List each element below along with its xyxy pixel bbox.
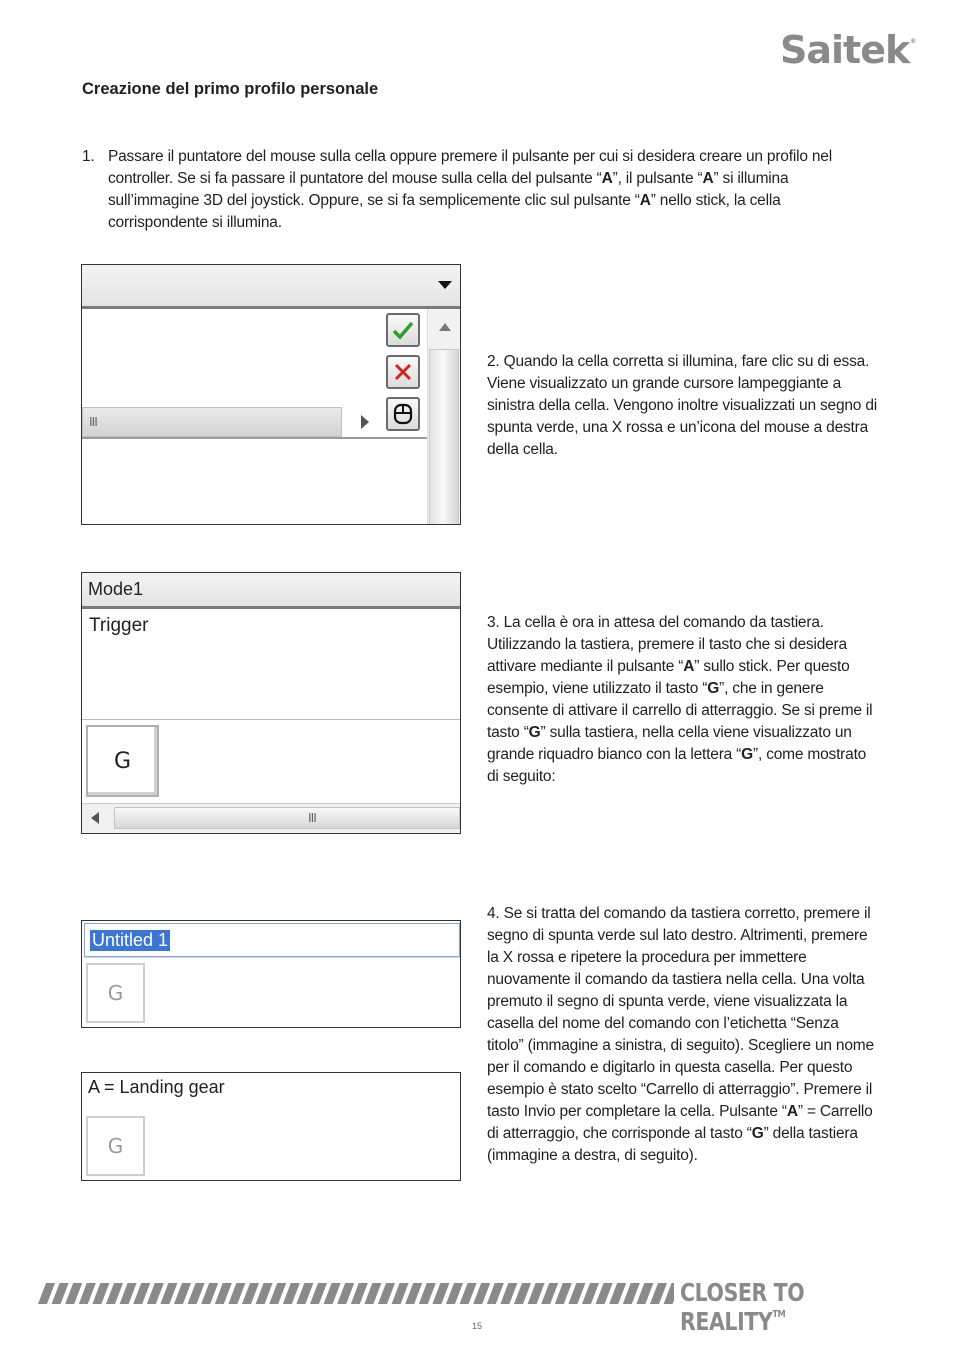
- stripe: [446, 1283, 463, 1304]
- step2-text: 2. Quando la cella corretta si illumina, fare clic su di essa. Viene visualizzato un grande cursore lampeggiante a sinistra della cella. Vengono inoltre visualizzati un segno di spunta verde, una X rossa e un’icona del mouse a destra della cella.: [487, 353, 877, 458]
- step1-number: 1.: [82, 148, 95, 165]
- stripe: [215, 1283, 232, 1304]
- step4-text: [487, 903, 877, 1167]
- mode-label: Mode1: [88, 579, 144, 599]
- step3-part: 3. La cella è ora in attesa del comando da tastiera. Utilizzando la tastiera, premere il tasto che si desidera attivare mediante il pulsante “: [487, 614, 847, 675]
- stripe: [283, 1283, 300, 1304]
- scroll-grip: III: [89, 414, 97, 429]
- cell-header-bar: [82, 265, 460, 307]
- stripe: [623, 1283, 640, 1304]
- key-box-g[interactable]: G: [86, 725, 159, 797]
- trademark-mark: TM: [772, 1309, 786, 1320]
- mouse-icon: [392, 402, 414, 426]
- divider: [82, 437, 427, 439]
- stripe: [473, 1283, 490, 1304]
- cell-label: A = Landing gear: [88, 1077, 225, 1097]
- stripe: [65, 1283, 82, 1304]
- stripe: [324, 1283, 341, 1304]
- command-name-input[interactable]: [84, 923, 460, 957]
- step1-text: [108, 146, 878, 234]
- stripe: [405, 1283, 422, 1304]
- logo-text: Saitek: [780, 28, 910, 72]
- stripe: [528, 1283, 545, 1304]
- stripe: [310, 1283, 327, 1304]
- stripe: [460, 1283, 477, 1304]
- stripe: [419, 1283, 436, 1304]
- screenshot-landing-gear: [81, 1072, 461, 1181]
- step3-part: ”, che in genere consente di attivare il carrello di atterraggio. Se si preme il tasto “: [487, 680, 873, 741]
- step3-key: G: [741, 746, 754, 763]
- divider: [84, 957, 460, 958]
- step1-part: ”, il pulsante “: [612, 170, 703, 187]
- stripe: [106, 1283, 123, 1304]
- step1-part: ” nello stick, la cella corrispondente si illumina.: [108, 192, 781, 231]
- scroll-right-arrow-icon[interactable]: [361, 415, 369, 429]
- step3-part: ” sullo stick. Per questo esempio, viene utilizzato il tasto “: [487, 658, 850, 697]
- stripe: [568, 1283, 585, 1304]
- stripe: [79, 1283, 96, 1304]
- page-number: 15: [471, 1321, 482, 1331]
- step1-part: Passare il puntatore del mouse sulla cella oppure premere il pulsante per cui si desidera creare un profilo nel controller. Se si fa passare il puntatore del mouse sulla cella del pulsante “: [108, 148, 832, 187]
- step1-key: A: [601, 170, 613, 187]
- confirm-check-button[interactable]: [386, 313, 420, 347]
- stripe: [160, 1283, 177, 1304]
- stripe: [38, 1283, 55, 1304]
- stripe: [378, 1283, 395, 1304]
- stripe: [596, 1283, 613, 1304]
- stripe: [364, 1283, 381, 1304]
- stripe: [609, 1283, 626, 1304]
- step3-part: ” sulla tastiera, nella cella viene visualizzato un grande riquadro bianco con la lettera “: [487, 724, 852, 763]
- step3-key: G: [707, 680, 720, 697]
- stripe: [174, 1283, 191, 1304]
- step3-key: G: [528, 724, 541, 741]
- cell-label: Trigger: [89, 615, 149, 636]
- vertical-scrollbar[interactable]: [427, 309, 461, 525]
- step3-part: ”, come mostrato di seguito:: [487, 746, 867, 785]
- stripe: [296, 1283, 313, 1304]
- screenshot-cell-editing: [81, 264, 461, 525]
- step4-part: ” = Carrello di atterraggio, che corrisponde al tasto “: [487, 1103, 873, 1142]
- stripe: [256, 1283, 273, 1304]
- scroll-left-arrow-icon[interactable]: [91, 812, 99, 824]
- stripe: [555, 1283, 572, 1304]
- stripe: [133, 1283, 150, 1304]
- mode-header: [82, 573, 460, 607]
- horizontal-scrollbar-thumb[interactable]: [82, 407, 342, 437]
- step3-text: [487, 612, 877, 788]
- stripe: [432, 1283, 449, 1304]
- mouse-button[interactable]: [386, 397, 420, 431]
- stripe: [337, 1283, 354, 1304]
- key-box-g[interactable]: G: [86, 1116, 145, 1176]
- scroll-grip: III: [308, 810, 316, 825]
- step4-part: ” della tastiera (immagine a destra, di seguito).: [487, 1125, 858, 1164]
- divider: [82, 719, 460, 720]
- stripe: [242, 1283, 259, 1304]
- footer-stripes-decoration: [38, 1283, 674, 1304]
- stripe: [52, 1283, 69, 1304]
- cross-icon: [392, 361, 414, 383]
- dropdown-arrow-icon[interactable]: [438, 281, 452, 290]
- stripe: [514, 1283, 531, 1304]
- stripe: [487, 1283, 504, 1304]
- screenshot-key-waiting: [81, 572, 461, 834]
- step4-part: 4. Se si tratta del comando da tastiera corretto, premere il segno di spunta verde sul lato destro. Altrimenti, premere la X rossa e ripetere la procedura per immettere nuovamente il comando da tastiera nella cella. Una volta premuto il segno di spunta verde, viene visualizzata la casella del nome del comando con l’etichetta “Senza titolo” (immagine a sinistra, di seguito). Scegliere un nome per il comando e digitarlo in questa casella. Per questo esempio è stato scelto “Carrello di atterraggio”. Premere il tasto Invio per completare la cella. Pulsante “: [487, 905, 874, 1120]
- cancel-x-button[interactable]: [386, 355, 420, 389]
- check-icon: [391, 319, 415, 341]
- stripe: [541, 1283, 558, 1304]
- stripe: [636, 1283, 653, 1304]
- stripe: [188, 1283, 205, 1304]
- step4-key: A: [786, 1103, 798, 1120]
- stripe: [582, 1283, 599, 1304]
- stripe: [392, 1283, 409, 1304]
- divider: [82, 306, 460, 309]
- saitek-logo: [780, 28, 915, 72]
- step3-key: A: [683, 658, 695, 675]
- stripe: [228, 1283, 245, 1304]
- registered-mark: ®: [910, 38, 916, 45]
- stripe: [500, 1283, 517, 1304]
- step1-part: ” si illumina sull’immagine 3D del joystick. Oppure, se si fa semplicemente clic sul pulsante “: [108, 170, 789, 209]
- screenshot-untitled-name: [81, 920, 461, 1028]
- stripe: [147, 1283, 164, 1304]
- scroll-up-arrow-icon[interactable]: [439, 323, 451, 331]
- stripe: [201, 1283, 218, 1304]
- section-title: Creazione del primo profilo personale: [82, 80, 379, 98]
- vertical-scrollbar-thumb[interactable]: [429, 349, 459, 525]
- stripe: [269, 1283, 286, 1304]
- step1-key: A: [639, 192, 651, 209]
- slogan-text: CLOSER TO REALITY: [680, 1278, 805, 1336]
- divider: [82, 606, 460, 609]
- stripe: [650, 1283, 667, 1304]
- horizontal-scrollbar[interactable]: [82, 803, 460, 834]
- stripe: [351, 1283, 368, 1304]
- key-box-g[interactable]: G: [86, 963, 145, 1023]
- horizontal-scrollbar-thumb[interactable]: [114, 807, 460, 829]
- step4-key: G: [751, 1125, 764, 1142]
- selected-name-text: Untitled 1: [92, 930, 169, 950]
- stripe: [92, 1283, 109, 1304]
- stripe: [120, 1283, 137, 1304]
- step1-key: A: [702, 170, 714, 187]
